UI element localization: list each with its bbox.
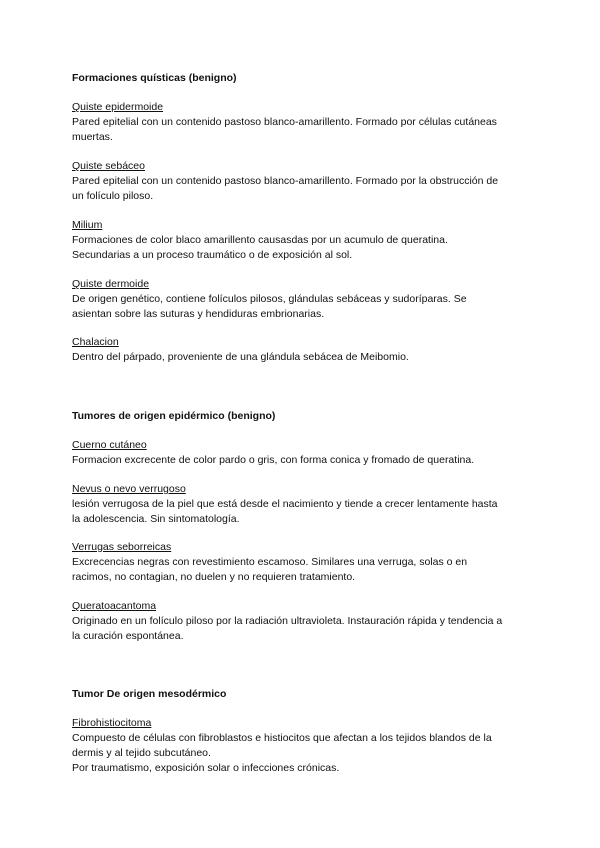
section-title-quisticas: Formaciones quísticas (benigno) <box>72 72 237 84</box>
entry-verrugas-seborreicas <box>72 540 532 585</box>
entry-queratoacantoma <box>72 599 532 644</box>
entry-description: Originado en un folículo piloso por la radiación ultravioleta. Instauración rápida y tendencia a la curación espontánea. <box>72 615 503 642</box>
entry-description: Dentro del párpado, proveniente de una glándula sebácea de Meibomio. <box>72 351 409 363</box>
entry-title: Fibrohistiocitoma <box>72 717 152 729</box>
entry-title: Verrugas seborreicas <box>72 541 172 553</box>
entry-title: Queratoacantoma <box>72 600 157 612</box>
entry-description: Formacion excrecente de color pardo o gris, con forma conica y fromado de queratina. <box>72 454 475 466</box>
entry-title: Cuerno cutáneo <box>72 439 147 451</box>
entry-title: Milium <box>72 219 103 231</box>
section-title-epidermico: Tumores de origen epidérmico (benigno) <box>72 410 276 422</box>
entry-chalacion <box>72 335 532 365</box>
entry-fibrohistiocitoma <box>72 716 532 776</box>
entry-description: Pared epitelial con un contenido pastoso blanco-amarillento. Formado por células cutáneas muertas. <box>72 116 497 143</box>
entry-nevus-verrugoso <box>72 482 532 527</box>
entry-cuerno-cutaneo <box>72 438 532 468</box>
entry-title: Quiste epidermoide <box>72 101 164 113</box>
entry-description: De origen genético, contiene folículos pilosos, glándulas sebáceas y sudoríparas. Se asientan sobre las suturas y hendiduras embrionarias. <box>72 293 467 320</box>
entry-title: Chalacion <box>72 336 119 348</box>
entry-quiste-epidermoide <box>72 100 532 145</box>
entry-description: Excrecencias negras con revestimiento escamoso. Similares una verruga, solas o en racimos, no contagian, no duelen y no requieren tratamiento. <box>72 556 468 583</box>
entry-title: Quiste sebáceo <box>72 160 145 172</box>
entry-quiste-dermoide <box>72 277 532 322</box>
entry-description: Formaciones de color blaco amarillento causasdas por un acumulo de queratina. Secundarias a un proceso traumático o de exposición al sol. <box>72 234 448 261</box>
entry-milium <box>72 218 532 263</box>
section-title-mesodermico: Tumor De origen mesodérmico <box>72 688 227 700</box>
entry-quiste-sebaceo <box>72 159 532 204</box>
entry-title: Nevus o nevo verrugoso <box>72 483 186 495</box>
entry-description: lesión verrugosa de la piel que está desde el nacimiento y tiende a crecer lentamente hasta la adolescencia. Sin sintomatología. <box>72 498 498 525</box>
entry-description: Compuesto de células con fibroblastos e histiocitos que afectan a los tejidos blandos de la dermis y al tejido subcutáneo. Por traumatismo, exposición solar o infecciones crónicas. <box>72 732 492 774</box>
entry-description: Pared epitelial con un contenido pastoso blanco-amarillento. Formado por la obstrucción de un folículo piloso. <box>72 175 499 202</box>
entry-title: Quiste dermoide <box>72 278 150 290</box>
